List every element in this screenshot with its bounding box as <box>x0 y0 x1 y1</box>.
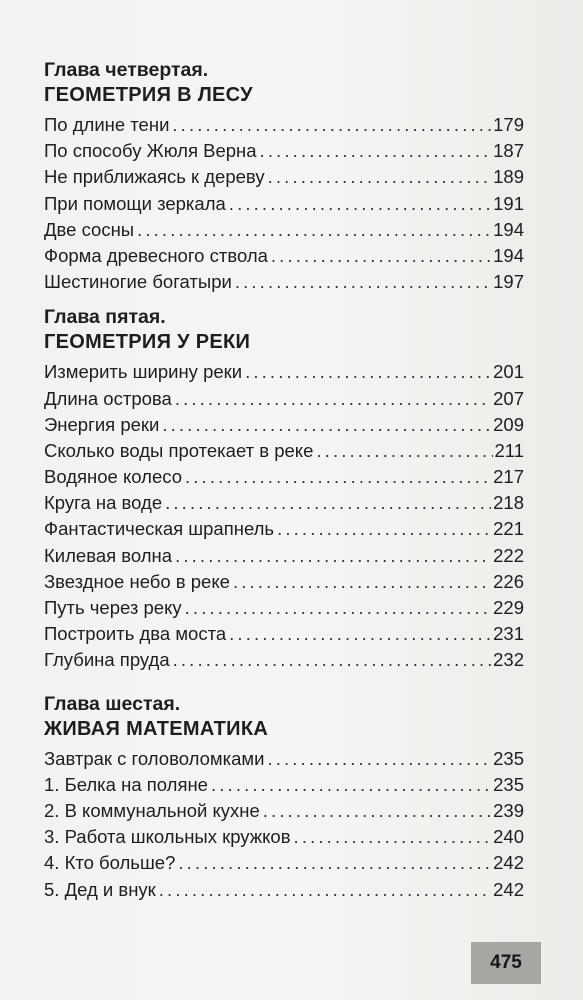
entry-title: Водяное колесо <box>44 466 182 488</box>
entry-title: Измерить ширину реки <box>44 361 243 383</box>
dot-leader <box>245 359 491 385</box>
toc-entry <box>44 746 524 772</box>
entry-title: Путь через реку <box>44 597 182 618</box>
entry-title: Длина острова <box>44 387 172 409</box>
toc-entry <box>44 850 524 876</box>
toc-entry <box>44 464 524 490</box>
dot-leader <box>175 543 491 569</box>
entry-title: Шестиногие богатыри <box>44 271 232 293</box>
entry-page: 191 <box>493 192 524 214</box>
entry-page: 187 <box>493 140 524 162</box>
entry-title: Две сосны <box>44 218 135 240</box>
entry-title: Фантастическая шрапнель <box>44 518 275 540</box>
entry-title: 3. Работа школьных кружков <box>44 826 291 848</box>
entry-title: При помощи зеркала <box>44 192 226 214</box>
dot-leader <box>263 798 491 824</box>
dot-leader <box>175 386 491 412</box>
entry-page: 211 <box>494 439 524 461</box>
toc-entry <box>44 621 524 647</box>
toc-entry <box>44 516 524 542</box>
toc-entry <box>44 217 524 243</box>
toc-entry <box>44 386 524 412</box>
entry-page: 242 <box>493 852 524 874</box>
dot-leader <box>268 164 492 190</box>
toc-entry <box>44 569 524 595</box>
entry-title: Килевая волна <box>44 544 173 566</box>
entry-page: 217 <box>493 466 524 488</box>
toc-entry <box>44 824 524 850</box>
dot-leader <box>137 217 491 243</box>
dot-leader <box>233 569 491 595</box>
dot-leader <box>271 243 491 269</box>
entry-page: 235 <box>493 747 524 769</box>
entry-page: 194 <box>493 218 524 240</box>
entry-title: Построить два моста <box>44 623 227 645</box>
entry-title: Сколько воды протекает в реке <box>44 439 314 461</box>
chapter-title: ЖИВАЯ МАТЕМАТИКА <box>44 717 269 740</box>
entry-page: 226 <box>493 570 524 592</box>
entry-page: 194 <box>493 244 524 266</box>
entry-title: По длине тени <box>44 114 170 135</box>
entry-page: 201 <box>493 361 524 383</box>
entry-page: 222 <box>493 544 524 566</box>
dot-leader <box>165 490 491 516</box>
section-chapter-4 <box>44 58 524 295</box>
entry-page: 221 <box>493 518 524 540</box>
toc-entry <box>44 138 524 164</box>
toc-entry <box>44 164 524 190</box>
entry-title: Форма древесного ствола <box>44 244 268 266</box>
dot-leader <box>178 850 491 876</box>
dot-leader <box>229 621 491 647</box>
entry-page: 229 <box>493 597 524 618</box>
entry-page: 179 <box>493 114 524 135</box>
entry-page: 240 <box>493 826 524 848</box>
chapter-heading: Глава четвертая. <box>44 59 209 81</box>
toc-entry <box>44 412 524 438</box>
entry-page: 231 <box>493 623 524 645</box>
table-of-contents <box>44 58 524 913</box>
toc-entry <box>44 269 524 295</box>
entry-title: 2. В коммунальной кухне <box>44 799 260 821</box>
entry-page: 218 <box>493 492 524 514</box>
entry-title: Не приближаясь к дереву <box>44 166 265 188</box>
toc-entry <box>44 191 524 217</box>
toc-entry <box>44 359 524 385</box>
dot-leader <box>277 516 491 542</box>
entry-page: 242 <box>493 878 524 900</box>
page-number: 475 <box>490 952 522 973</box>
toc-entry <box>44 877 524 903</box>
entry-page: 209 <box>493 413 524 435</box>
chapter-heading: Глава шестая. <box>44 692 181 715</box>
entry-title: По способу Жюля Верна <box>44 140 257 162</box>
toc-entry <box>44 595 524 621</box>
entry-page: 235 <box>493 773 524 795</box>
toc-entry <box>44 112 524 138</box>
toc-entry <box>44 543 524 569</box>
entry-title: Завтрак с головоломками <box>44 747 265 769</box>
chapter-title: ГЕОМЕТРИЯ У РЕКИ <box>44 331 251 354</box>
entry-title: 1. Белка на поляне <box>44 773 208 795</box>
entry-page: 232 <box>493 649 524 671</box>
entry-title: Звездное небо в реке <box>44 570 230 592</box>
entry-title: 5. Дед и внук <box>44 878 156 900</box>
dot-leader <box>172 112 491 138</box>
dot-leader <box>159 877 491 903</box>
section-chapter-5 <box>44 305 524 673</box>
toc-entry <box>44 647 524 673</box>
dot-leader <box>185 595 491 621</box>
page-number-box <box>471 942 541 984</box>
chapter-title: ГЕОМЕТРИЯ В ЛЕСУ <box>44 84 253 106</box>
dot-leader <box>260 138 492 164</box>
toc-entry <box>44 490 524 516</box>
toc-entry <box>44 798 524 824</box>
dot-leader <box>316 438 492 464</box>
section-chapter-6 <box>44 692 524 903</box>
dot-leader <box>173 647 492 673</box>
toc-entry <box>44 772 524 798</box>
entry-page: 239 <box>493 799 524 821</box>
dot-leader <box>294 824 492 850</box>
dot-leader <box>162 412 491 438</box>
entry-page: 207 <box>493 387 524 409</box>
toc-entry <box>44 243 524 269</box>
dot-leader <box>211 772 491 798</box>
entry-page: 189 <box>493 166 524 188</box>
dot-leader <box>235 269 491 295</box>
dot-leader <box>267 746 491 772</box>
entry-page: 197 <box>493 271 524 293</box>
entry-title: Круга на воде <box>44 492 163 514</box>
chapter-heading: Глава пятая. <box>44 306 166 329</box>
entry-title: 4. Кто больше? <box>44 852 176 874</box>
dot-leader <box>229 191 491 217</box>
entry-title: Глубина пруда <box>44 649 170 671</box>
toc-entry <box>44 438 524 464</box>
dot-leader <box>185 464 491 490</box>
entry-title: Энергия реки <box>44 413 160 435</box>
